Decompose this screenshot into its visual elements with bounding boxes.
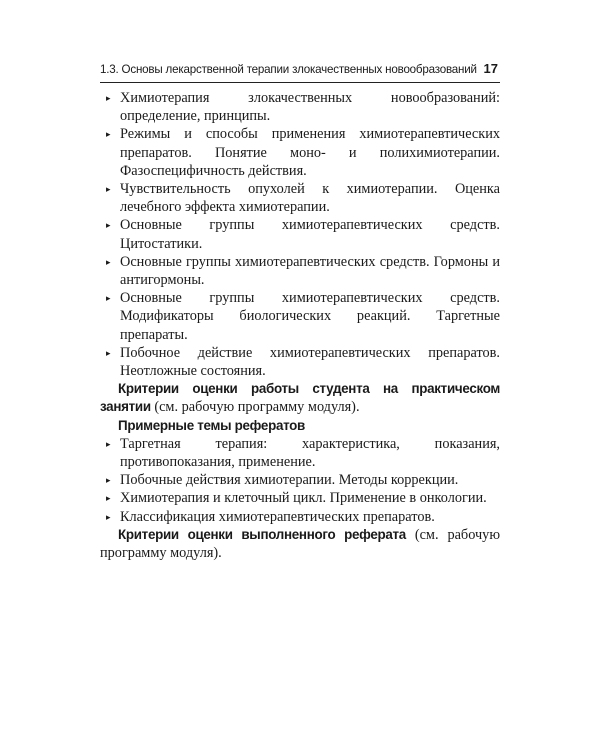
list-item bbox=[100, 435, 500, 471]
list-item-text: Чувствительность опухолей к химиотерапии. Оценка лечебного эффекта химиотерапии. bbox=[120, 181, 500, 216]
criteria-essay-paragraph bbox=[100, 526, 500, 562]
bullet-icon: ▸ bbox=[106, 93, 111, 103]
list-item bbox=[100, 508, 500, 526]
list-item bbox=[100, 89, 500, 125]
list-item bbox=[100, 489, 500, 507]
bullet-icon: ▸ bbox=[106, 475, 111, 486]
list-item-text: Побочные действия химиотерапии. Методы коррекции. bbox=[120, 472, 459, 489]
list-item bbox=[100, 289, 500, 344]
criteria-essay-text: (см. рабочую программу модуля). bbox=[100, 526, 501, 562]
bullet-icon: ▸ bbox=[106, 511, 111, 522]
list-item-text: Режимы и способы применения химиотерапевтических препаратов. Понятие моно- и полихимиотерапии. Фазоспецифичность действия. bbox=[120, 126, 500, 179]
essay-topics-heading: Примерные темы рефератов bbox=[118, 417, 305, 433]
bullet-icon: ▸ bbox=[106, 293, 111, 304]
bullet-icon: ▸ bbox=[106, 129, 111, 140]
running-header bbox=[100, 58, 500, 83]
criteria-practical-text: (см. рабочую программу модуля). bbox=[154, 399, 360, 416]
list-item-text: Основные группы химиотерапевтических средств. Цитостатики. bbox=[120, 217, 500, 252]
bullet-icon: ▸ bbox=[106, 220, 111, 231]
bullet-icon: ▸ bbox=[106, 256, 111, 267]
list-item bbox=[100, 216, 500, 252]
page-number: 17 bbox=[483, 61, 498, 76]
list-item bbox=[100, 125, 500, 180]
list-item-text: Таргетная терапия: характеристика, показания, противопоказания, применение. bbox=[120, 435, 500, 471]
list-item-text: Химиотерапия злокачественных новообразований: определение, принципы. bbox=[120, 90, 500, 125]
list-item bbox=[100, 471, 500, 489]
page-body bbox=[100, 89, 500, 562]
list-item-text: Химиотерапия и клеточный цикл. Применение в онкологии. bbox=[120, 490, 487, 507]
list-item bbox=[100, 180, 500, 216]
running-title: 1.3. Основы лекарственной терапии злокачественных новообразований bbox=[100, 63, 477, 76]
list-item-text: Побочное действие химиотерапевтических препаратов. Неотложные состояния. bbox=[120, 344, 500, 380]
bullet-icon: ▸ bbox=[106, 493, 111, 504]
topics-list bbox=[100, 89, 500, 380]
list-item-text: Основные группы химиотерапевтических средств. Гормоны и антигормоны. bbox=[120, 253, 500, 289]
bullet-icon: ▸ bbox=[106, 347, 111, 358]
bullet-icon: ▸ bbox=[106, 438, 111, 449]
list-item-text: Классификация химиотерапевтических препаратов. bbox=[120, 508, 435, 525]
list-item bbox=[100, 344, 500, 380]
bullet-icon: ▸ bbox=[106, 184, 111, 195]
list-item-text: Основные группы химиотерапевтических средств. Модификаторы биологических реакций. Таргетные препараты. bbox=[120, 290, 500, 343]
criteria-practical-paragraph bbox=[100, 380, 500, 416]
criteria-practical-heading: Критерии оценки работы студента на практическом занятии bbox=[100, 381, 500, 415]
list-item bbox=[100, 253, 500, 289]
criteria-essay-heading: Критерии оценки выполненного реферата bbox=[118, 526, 406, 542]
essay-topics-list bbox=[100, 435, 500, 526]
